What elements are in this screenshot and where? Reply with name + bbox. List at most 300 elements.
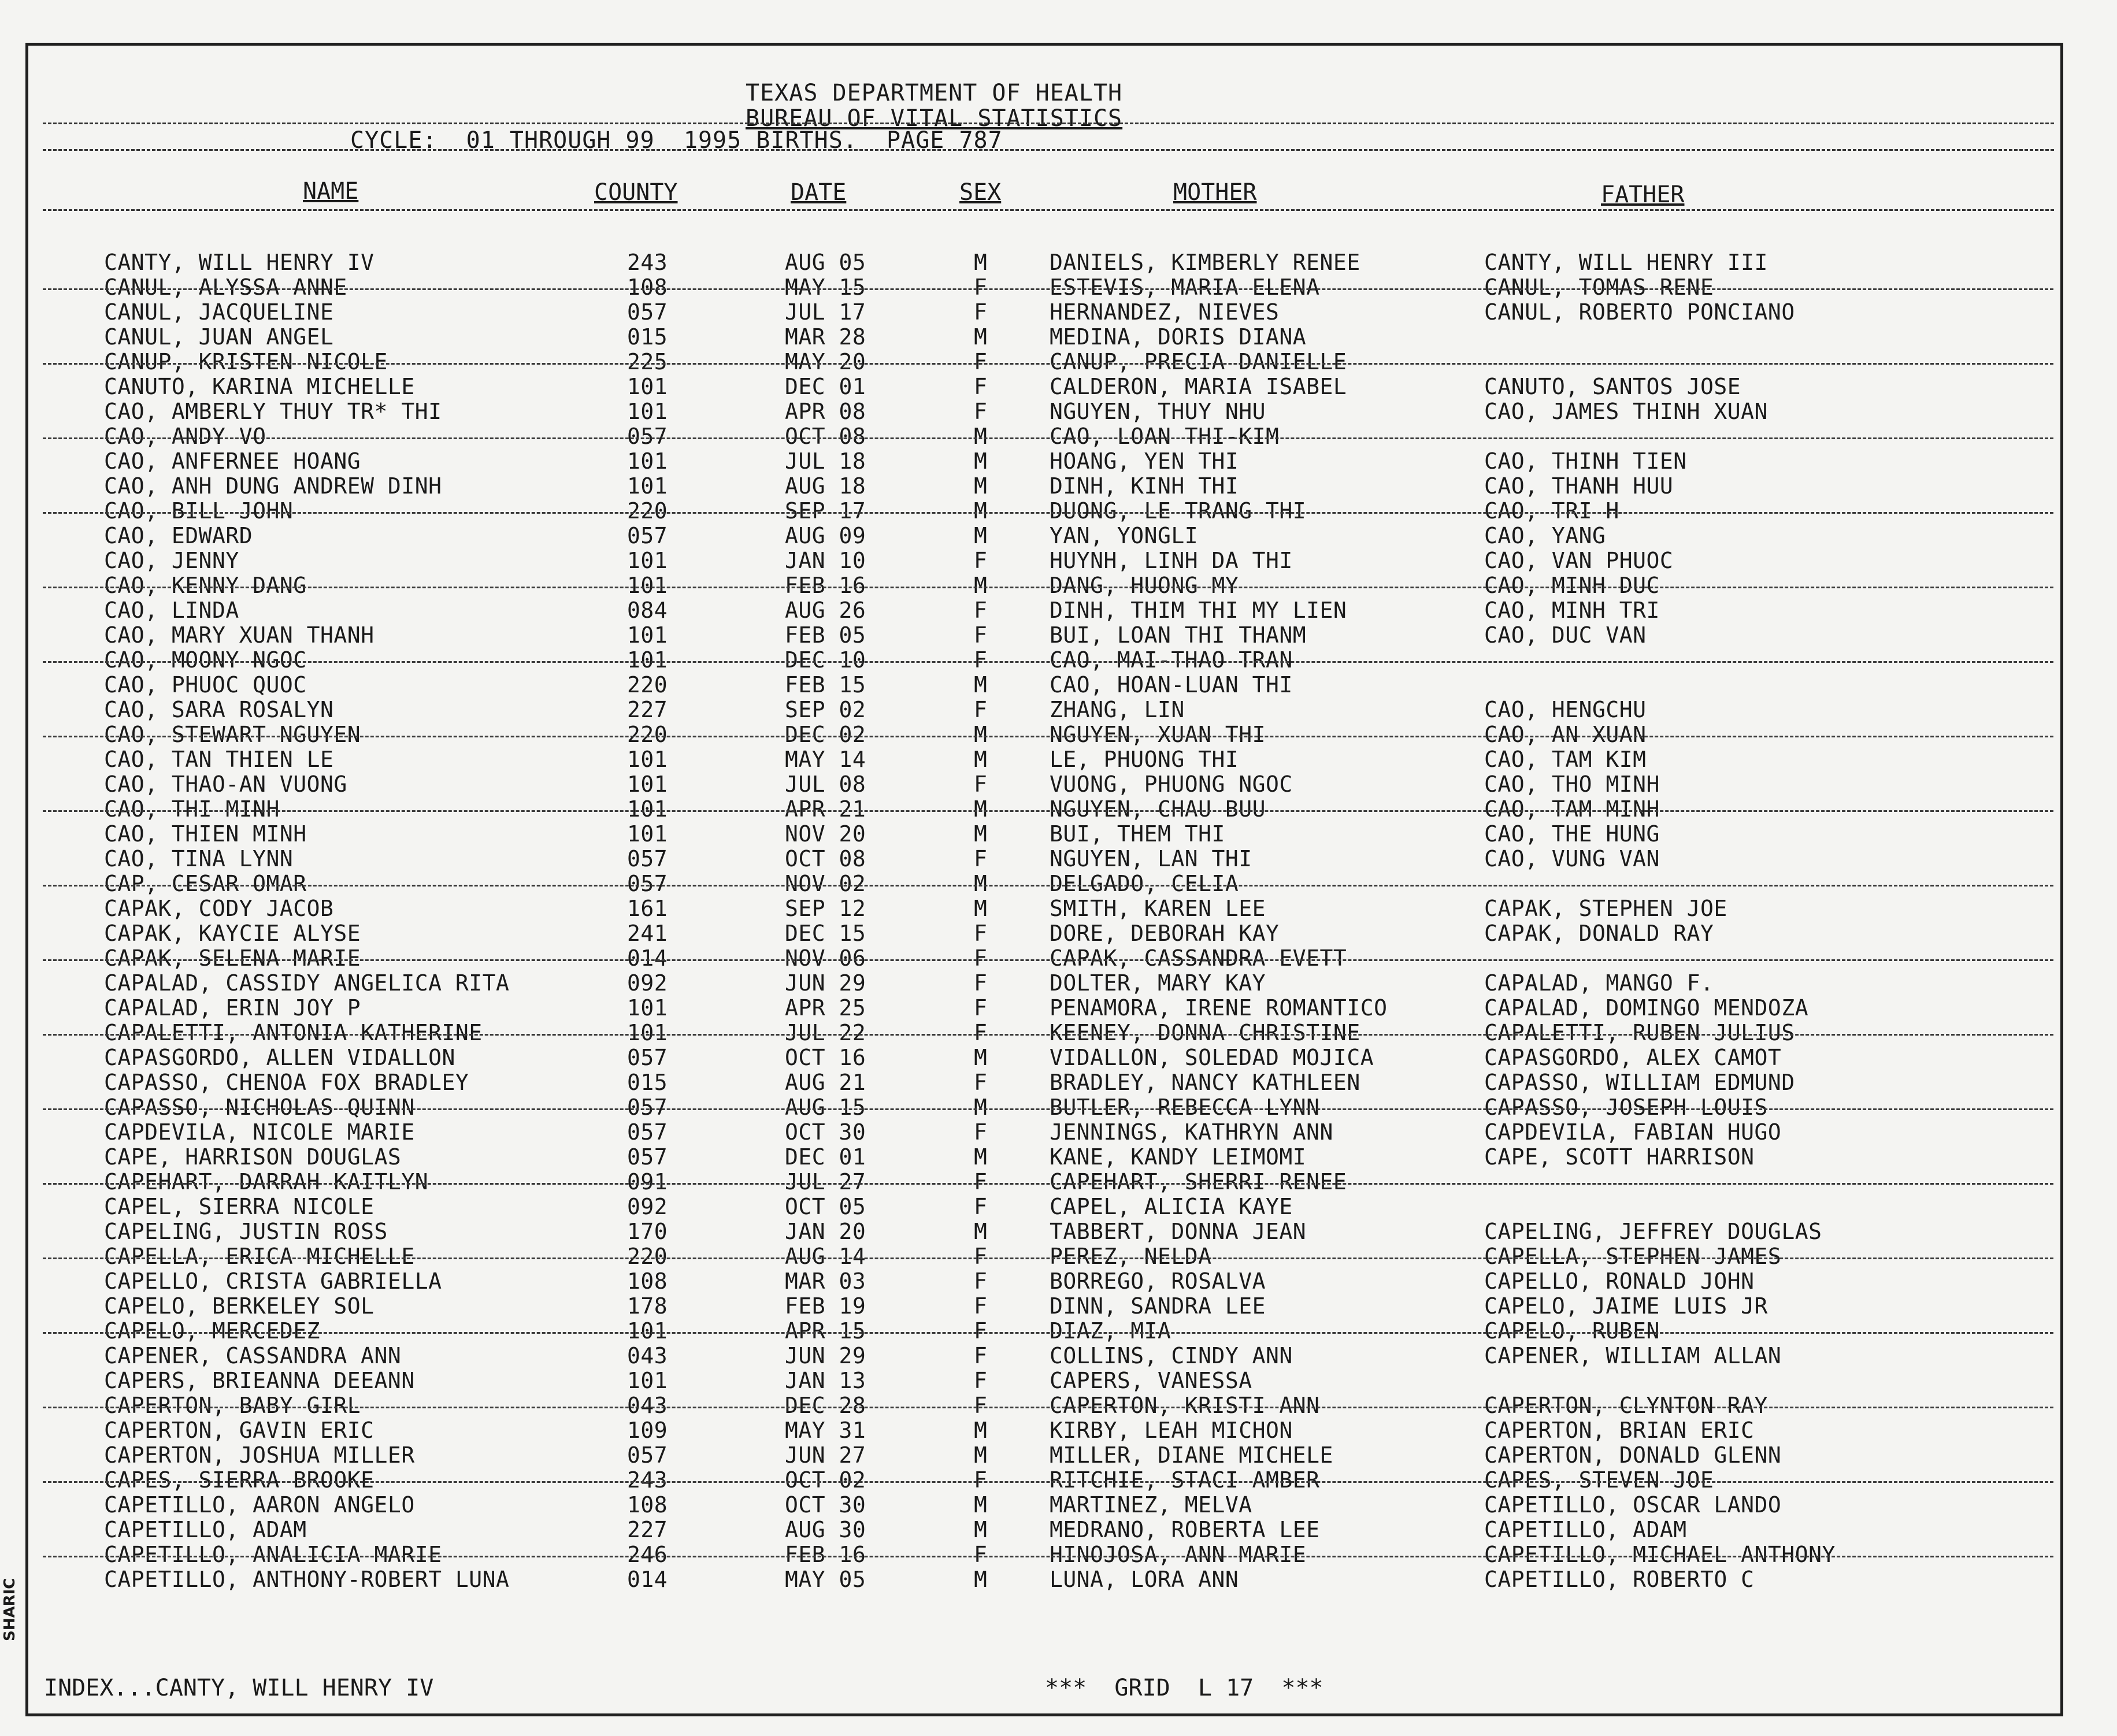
cell-mother: NGUYEN, CHAU BUU — [1050, 796, 1266, 822]
cell-sex: F — [974, 1169, 988, 1195]
table-row — [0, 1145, 2117, 1170]
table-row — [0, 1120, 2117, 1145]
table-row — [0, 996, 2117, 1021]
cell-sex: M — [974, 1517, 988, 1542]
cell-mother: COLLINS, CINDY ANN — [1050, 1343, 1293, 1368]
cell-mother: JENNINGS, KATHRYN ANN — [1050, 1119, 1333, 1145]
cell-name: CAO, EDWARD — [104, 523, 253, 548]
table-row — [0, 1219, 2117, 1244]
cell-father: CAPETILLO, ROBERTO C — [1484, 1567, 1755, 1592]
table-row — [0, 1468, 2117, 1493]
cell-father: CAPELLO, RONALD JOHN — [1484, 1268, 1755, 1294]
cell-mother: KANE, KANDY LEIMOMI — [1050, 1144, 1307, 1170]
cell-date: JUN 29 — [785, 1343, 866, 1368]
table-row — [0, 698, 2117, 722]
cell-sex: F — [974, 374, 988, 399]
cell-sex: M — [974, 796, 988, 822]
cell-county: 014 — [627, 1567, 668, 1592]
table-row — [0, 1170, 2117, 1195]
cell-sex: M — [974, 250, 988, 275]
cell-date: OCT 08 — [785, 424, 866, 449]
cell-date: OCT 30 — [785, 1492, 866, 1518]
cell-sex: F — [974, 1119, 988, 1145]
header-cycle: CYCLE: 01 THROUGH 99 1995 BIRTHS. PAGE 787 — [350, 127, 1003, 154]
cell-sex: M — [974, 448, 988, 474]
cell-date: JUL 22 — [785, 1020, 866, 1045]
cell-county: 220 — [627, 498, 668, 524]
cell-mother: HINOJOSA, ANN MARIE — [1050, 1542, 1307, 1567]
table-row — [0, 797, 2117, 822]
column-header-date: DATE — [791, 179, 847, 206]
header-rule-top — [43, 123, 2054, 124]
cell-mother: CAPEL, ALICIA KAYE — [1050, 1194, 1293, 1219]
cell-name: CAO, ANFERNEE HOANG — [104, 448, 361, 474]
cell-mother: KIRBY, LEAH MICHON — [1050, 1418, 1293, 1443]
cell-sex: F — [974, 1467, 988, 1493]
cell-name: CANUL, JACQUELINE — [104, 299, 334, 325]
cell-father: CAPE, SCOTT HARRISON — [1484, 1144, 1755, 1170]
cell-name: CAPDEVILA, NICOLE MARIE — [104, 1119, 415, 1145]
cell-county: 108 — [627, 275, 668, 300]
cell-date: JAN 10 — [785, 548, 866, 573]
cell-name: CAPERTON, GAVIN ERIC — [104, 1418, 375, 1443]
cell-father: CAPASSO, JOSEPH LOUIS — [1484, 1095, 1768, 1120]
cell-name: CAO, TINA LYNN — [104, 846, 294, 871]
cell-mother: SMITH, KAREN LEE — [1050, 896, 1266, 921]
cell-county: 101 — [627, 448, 668, 474]
cell-name: CAO, JENNY — [104, 548, 239, 573]
cell-date: MAY 20 — [785, 349, 866, 374]
cell-father: CAPERTON, CLYNTON RAY — [1484, 1393, 1768, 1418]
cell-mother: NGUYEN, LAN THI — [1050, 846, 1252, 871]
cell-mother: LUNA, LORA ANN — [1050, 1567, 1239, 1592]
cell-father: CAO, YANG — [1484, 523, 1606, 548]
cell-sex: M — [974, 1219, 988, 1244]
cell-sex: M — [974, 1095, 988, 1120]
cell-sex: F — [974, 697, 988, 722]
cell-mother: DORE, DEBORAH KAY — [1050, 921, 1280, 946]
cell-father: CAPDEVILA, FABIAN HUGO — [1484, 1119, 1782, 1145]
cell-county: 243 — [627, 250, 668, 275]
cell-county: 014 — [627, 945, 668, 971]
cell-county: 241 — [627, 921, 668, 946]
cell-name: CAPELING, JUSTIN ROSS — [104, 1219, 388, 1244]
cell-mother: HUYNH, LINH DA THI — [1050, 548, 1293, 573]
cell-father: CAO, TAM MINH — [1484, 796, 1660, 822]
table-row — [0, 474, 2117, 499]
side-label: SHARIC — [1, 1578, 18, 1641]
table-row — [0, 648, 2117, 673]
cell-county: 101 — [627, 1020, 668, 1045]
cell-father: CAPASGORDO, ALEX CAMOT — [1484, 1045, 1782, 1070]
cell-mother: RITCHIE, STACI AMBER — [1050, 1467, 1320, 1493]
cell-county: 057 — [627, 1045, 668, 1070]
cell-mother: CAO, HOAN-LUAN THI — [1050, 672, 1293, 698]
cell-father: CAPES, STEVEN JOE — [1484, 1467, 1714, 1493]
cell-sex: F — [974, 647, 988, 673]
cell-county: 057 — [627, 871, 668, 896]
table-row — [0, 499, 2117, 524]
cell-date: JUL 17 — [785, 299, 866, 325]
table-row — [0, 722, 2117, 747]
cell-mother: CAO, LOAN THI-KIM — [1050, 424, 1280, 449]
table-row — [0, 1368, 2117, 1393]
cell-sex: F — [974, 771, 988, 797]
table-row — [0, 1418, 2117, 1443]
cell-name: CAO, MARY XUAN THANH — [104, 622, 375, 648]
cell-name: CAPETILLO, ANALICIA MARIE — [104, 1542, 442, 1567]
cell-date: OCT 05 — [785, 1194, 866, 1219]
cell-county: 015 — [627, 1070, 668, 1095]
cell-name: CAPELLO, CRISTA GABRIELLA — [104, 1268, 442, 1294]
cell-mother: VUONG, PHUONG NGOC — [1050, 771, 1293, 797]
cell-mother: MEDRANO, ROBERTA LEE — [1050, 1517, 1320, 1542]
cell-mother: CAPAK, CASSANDRA EVETT — [1050, 945, 1347, 971]
cell-father: CAO, JAMES THINH XUAN — [1484, 399, 1768, 424]
header-bureau: BUREAU OF VITAL STATISTICS — [746, 105, 1123, 132]
cell-mother: BUI, LOAN THI THANM — [1050, 622, 1307, 648]
cell-date: DEC 10 — [785, 647, 866, 673]
table-row — [0, 1518, 2117, 1542]
cell-name: CAO, STEWART NGUYEN — [104, 722, 361, 747]
cell-mother: TABBERT, DONNA JEAN — [1050, 1219, 1307, 1244]
cell-mother: LE, PHUONG THI — [1050, 747, 1239, 772]
cell-date: JUN 29 — [785, 970, 866, 996]
cell-county: 170 — [627, 1219, 668, 1244]
cell-county: 057 — [627, 424, 668, 449]
cell-father: CAPENER, WILLIAM ALLAN — [1484, 1343, 1782, 1368]
cell-date: AUG 18 — [785, 473, 866, 499]
table-row — [0, 1269, 2117, 1294]
cell-county: 057 — [627, 1119, 668, 1145]
cell-father: CAPASSO, WILLIAM EDMUND — [1484, 1070, 1795, 1095]
table-row — [0, 1021, 2117, 1045]
cell-name: CAPAK, SELENA MARIE — [104, 945, 361, 971]
table-row — [0, 449, 2117, 474]
table-row — [0, 1045, 2117, 1070]
cell-father: CANTY, WILL HENRY III — [1484, 250, 1768, 275]
column-header-mother: MOTHER — [1173, 179, 1257, 206]
cell-name: CAO, PHUOC QUOC — [104, 672, 307, 698]
cell-name: CAPASSO, CHENOA FOX BRADLEY — [104, 1070, 469, 1095]
table-row — [0, 1294, 2117, 1319]
cell-mother: DANG, HUONG MY — [1050, 573, 1239, 598]
cell-date: FEB 15 — [785, 672, 866, 698]
cell-father: CAPAK, STEPHEN JOE — [1484, 896, 1727, 921]
cell-father: CAO, THO MINH — [1484, 771, 1660, 797]
cell-date: MAR 28 — [785, 324, 866, 350]
cell-sex: M — [974, 1144, 988, 1170]
table-row — [0, 847, 2117, 871]
cell-date: NOV 06 — [785, 945, 866, 971]
cell-mother: KEENEY, DONNA CHRISTINE — [1050, 1020, 1360, 1045]
cell-name: CAPENER, CASSANDRA ANN — [104, 1343, 402, 1368]
cell-name: CAPALAD, CASSIDY ANGELICA RITA — [104, 970, 510, 996]
cell-name: CAPELLA, ERICA MICHELLE — [104, 1244, 415, 1269]
cell-name: CANUL, ALYSSA ANNE — [104, 275, 347, 300]
cell-mother: ESTEVIS, MARIA ELENA — [1050, 275, 1320, 300]
cell-name: CAPALAD, ERIN JOY P — [104, 995, 361, 1021]
cell-sex: M — [974, 722, 988, 747]
cell-mother: HOANG, YEN THI — [1050, 448, 1239, 474]
cell-county: 101 — [627, 622, 668, 648]
cell-date: DEC 01 — [785, 374, 866, 399]
table-row — [0, 673, 2117, 698]
cell-sex: F — [974, 945, 988, 971]
cell-county: 220 — [627, 1244, 668, 1269]
cell-name: CAPERS, BRIEANNA DEEANN — [104, 1368, 415, 1393]
cell-county: 101 — [627, 771, 668, 797]
cell-name: CAPELO, BERKELEY SOL — [104, 1293, 375, 1319]
cell-date: AUG 15 — [785, 1095, 866, 1120]
cell-county: 161 — [627, 896, 668, 921]
cell-sex: M — [974, 821, 988, 847]
table-row — [0, 1567, 2117, 1592]
table-row — [0, 1344, 2117, 1368]
header-department: TEXAS DEPARTMENT OF HEALTH — [746, 80, 1123, 106]
cell-name: CAPAK, KAYCIE ALYSE — [104, 921, 361, 946]
cell-date: MAR 03 — [785, 1268, 866, 1294]
cell-mother: ZHANG, LIN — [1050, 697, 1185, 722]
cell-date: NOV 02 — [785, 871, 866, 896]
cell-name: CAO, MOONY NGOC — [104, 647, 307, 673]
table-row — [0, 275, 2117, 300]
table-row — [0, 747, 2117, 772]
cell-father: CAPETILLO, OSCAR LANDO — [1484, 1492, 1782, 1518]
cell-date: APR 15 — [785, 1318, 866, 1344]
table-row — [0, 772, 2117, 797]
cell-name: CAPASSO, NICHOLAS QUINN — [104, 1095, 415, 1120]
cell-father: CAO, THANH HUU — [1484, 473, 1674, 499]
table-row — [0, 1244, 2117, 1269]
cell-mother: PENAMORA, IRENE ROMANTICO — [1050, 995, 1388, 1021]
cell-date: JUL 08 — [785, 771, 866, 797]
cell-county: 101 — [627, 473, 668, 499]
cell-name: CAPELO, MERCEDEZ — [104, 1318, 321, 1344]
cell-father: CAO, VUNG VAN — [1484, 846, 1660, 871]
cell-date: MAY 05 — [785, 1567, 866, 1592]
cell-father: CAO, VAN PHUOC — [1484, 548, 1674, 573]
cell-county: 101 — [627, 399, 668, 424]
table-row — [0, 524, 2117, 548]
cell-father: CANUL, TOMAS RENE — [1484, 275, 1714, 300]
cell-date: AUG 09 — [785, 523, 866, 548]
cell-date: FEB 19 — [785, 1293, 866, 1319]
cell-county: 225 — [627, 349, 668, 374]
table-row — [0, 300, 2117, 325]
cell-county: 101 — [627, 573, 668, 598]
cell-county: 220 — [627, 672, 668, 698]
table-row — [0, 548, 2117, 573]
cell-father: CAO, DUC VAN — [1484, 622, 1647, 648]
cell-mother: PEREZ, NELDA — [1050, 1244, 1212, 1269]
cell-mother: NGUYEN, XUAN THI — [1050, 722, 1266, 747]
cell-sex: M — [974, 573, 988, 598]
cell-date: AUG 30 — [785, 1517, 866, 1542]
cell-county: 043 — [627, 1343, 668, 1368]
cell-father: CAO, AN XUAN — [1484, 722, 1647, 747]
column-header-rule — [43, 209, 2054, 211]
cell-date: FEB 16 — [785, 573, 866, 598]
cell-father: CAO, THINH TIEN — [1484, 448, 1687, 474]
cell-county: 108 — [627, 1492, 668, 1518]
cell-date: APR 08 — [785, 399, 866, 424]
table-row — [0, 946, 2117, 971]
cell-date: APR 25 — [785, 995, 866, 1021]
cell-date: JUL 18 — [785, 448, 866, 474]
cell-sex: M — [974, 896, 988, 921]
cell-date: MAY 15 — [785, 275, 866, 300]
cell-county: 015 — [627, 324, 668, 350]
cell-sex: M — [974, 324, 988, 350]
cell-sex: F — [974, 1343, 988, 1368]
cell-sex: M — [974, 1492, 988, 1518]
cell-county: 092 — [627, 1194, 668, 1219]
cell-sex: F — [974, 275, 988, 300]
cell-father: CAPERTON, DONALD GLENN — [1484, 1442, 1782, 1468]
cell-sex: M — [974, 498, 988, 524]
cell-name: CAO, THAO-AN VUONG — [104, 771, 347, 797]
cell-county: 057 — [627, 846, 668, 871]
footer-index: INDEX...CANTY, WILL HENRY IV — [44, 1675, 434, 1701]
cell-county: 101 — [627, 374, 668, 399]
cell-name: CAO, AMBERLY THUY TR* THI — [104, 399, 442, 424]
cell-county: 246 — [627, 1542, 668, 1567]
cell-mother: MARTINEZ, MELVA — [1050, 1492, 1252, 1518]
footer-grid: *** GRID L 17 *** — [1045, 1675, 1323, 1701]
column-header-county: COUNTY — [594, 179, 678, 206]
cell-sex: F — [974, 995, 988, 1021]
cell-father: CAPELING, JEFFREY DOUGLAS — [1484, 1219, 1822, 1244]
cell-name: CAPERTON, BABY GIRL — [104, 1393, 361, 1418]
cell-sex: F — [974, 349, 988, 374]
cell-date: JAN 13 — [785, 1368, 866, 1393]
cell-mother: CALDERON, MARIA ISABEL — [1050, 374, 1347, 399]
cell-county: 057 — [627, 1095, 668, 1120]
cell-sex: F — [974, 1368, 988, 1393]
cell-date: NOV 20 — [785, 821, 866, 847]
cell-sex: F — [974, 1070, 988, 1095]
cell-sex: F — [974, 1318, 988, 1344]
cell-date: SEP 12 — [785, 896, 866, 921]
cell-county: 057 — [627, 1442, 668, 1468]
cell-mother: DOLTER, MARY KAY — [1050, 970, 1266, 996]
cell-name: CAPAK, CODY JACOB — [104, 896, 334, 921]
table-row — [0, 424, 2117, 449]
cell-father: CAPELO, RUBEN — [1484, 1318, 1660, 1344]
cell-county: 057 — [627, 523, 668, 548]
cell-name: CAPETILLO, ANTHONY-ROBERT LUNA — [104, 1567, 510, 1592]
table-row — [0, 971, 2117, 996]
cell-father: CAPETILLO, MICHAEL ANTHONY — [1484, 1542, 1836, 1567]
cell-county: 091 — [627, 1169, 668, 1195]
cell-name: CANUL, JUAN ANGEL — [104, 324, 334, 350]
cell-mother: MEDINA, DORIS DIANA — [1050, 324, 1307, 350]
cell-date: JUL 27 — [785, 1169, 866, 1195]
cell-sex: M — [974, 473, 988, 499]
cell-mother: DANIELS, KIMBERLY RENEE — [1050, 250, 1360, 275]
cell-sex: M — [974, 871, 988, 896]
cell-date: SEP 17 — [785, 498, 866, 524]
cell-county: 057 — [627, 1144, 668, 1170]
cell-county: 101 — [627, 747, 668, 772]
cell-mother: VIDALLON, SOLEDAD MOJICA — [1050, 1045, 1374, 1070]
cell-mother: CAO, MAI-THAO TRAN — [1050, 647, 1293, 673]
cell-sex: F — [974, 1542, 988, 1567]
cell-sex: F — [974, 598, 988, 623]
table-row — [0, 1319, 2117, 1344]
cell-name: CANTY, WILL HENRY IV — [104, 250, 375, 275]
cell-date: AUG 26 — [785, 598, 866, 623]
cell-mother: DINH, KINH THI — [1050, 473, 1239, 499]
cell-county: 101 — [627, 1368, 668, 1393]
cell-name: CAPETILLO, AARON ANGELO — [104, 1492, 415, 1518]
cell-mother: DUONG, LE TRANG THI — [1050, 498, 1307, 524]
cell-sex: F — [974, 970, 988, 996]
cell-county: 227 — [627, 697, 668, 722]
cell-county: 227 — [627, 1517, 668, 1542]
table-row — [0, 250, 2117, 275]
cell-name: CAPALETTI, ANTONIA KATHERINE — [104, 1020, 483, 1045]
cell-date: APR 21 — [785, 796, 866, 822]
cell-county: 101 — [627, 1318, 668, 1344]
cell-name: CAO, BILL JOHN — [104, 498, 294, 524]
cell-date: DEC 28 — [785, 1393, 866, 1418]
cell-date: DEC 15 — [785, 921, 866, 946]
table-row — [0, 1493, 2117, 1518]
column-header-father: FATHER — [1601, 181, 1685, 208]
table-row — [0, 350, 2117, 374]
cell-name: CAPES, SIERRA BROOKE — [104, 1467, 375, 1493]
cell-county: 101 — [627, 647, 668, 673]
cell-name: CAO, THI MINH — [104, 796, 280, 822]
cell-mother: CAPERTON, KRISTI ANN — [1050, 1393, 1320, 1418]
cell-date: JAN 20 — [785, 1219, 866, 1244]
cell-sex: M — [974, 1418, 988, 1443]
cell-name: CAPEHART, DARRAH KAITLYN — [104, 1169, 429, 1195]
table-row — [0, 1195, 2117, 1219]
cell-name: CAO, LINDA — [104, 598, 239, 623]
cell-name: CAO, ANH DUNG ANDREW DINH — [104, 473, 442, 499]
cell-mother: DINN, SANDRA LEE — [1050, 1293, 1266, 1319]
cell-father: CAPELLA, STEPHEN JAMES — [1484, 1244, 1782, 1269]
cell-name: CAPETILLO, ADAM — [104, 1517, 307, 1542]
cell-name: CAO, SARA ROSALYN — [104, 697, 334, 722]
cell-mother: BUI, THEM THI — [1050, 821, 1225, 847]
cell-sex: F — [974, 1293, 988, 1319]
cell-mother: NGUYEN, THUY NHU — [1050, 399, 1266, 424]
cell-mother: YAN, YONGLI — [1050, 523, 1199, 548]
table-row — [0, 623, 2117, 648]
cell-sex: F — [974, 1393, 988, 1418]
cell-county: 092 — [627, 970, 668, 996]
cell-mother: DELGADO, CELIA — [1050, 871, 1239, 896]
table-row — [0, 1393, 2117, 1418]
cell-date: MAY 31 — [785, 1418, 866, 1443]
cell-county: 101 — [627, 821, 668, 847]
cell-name: CAPERTON, JOSHUA MILLER — [104, 1442, 415, 1468]
cell-father: CAPALAD, MANGO F. — [1484, 970, 1714, 996]
cell-date: DEC 01 — [785, 1144, 866, 1170]
cell-date: JUN 27 — [785, 1442, 866, 1468]
cell-father: CAPALAD, DOMINGO MENDOZA — [1484, 995, 1809, 1021]
cell-father: CAPAK, DONALD RAY — [1484, 921, 1714, 946]
cell-county: 243 — [627, 1467, 668, 1493]
cell-mother: CAPEHART, SHERRI RENEE — [1050, 1169, 1347, 1195]
cell-mother: HERNANDEZ, NIEVES — [1050, 299, 1280, 325]
table-row — [0, 871, 2117, 896]
cell-county: 043 — [627, 1393, 668, 1418]
